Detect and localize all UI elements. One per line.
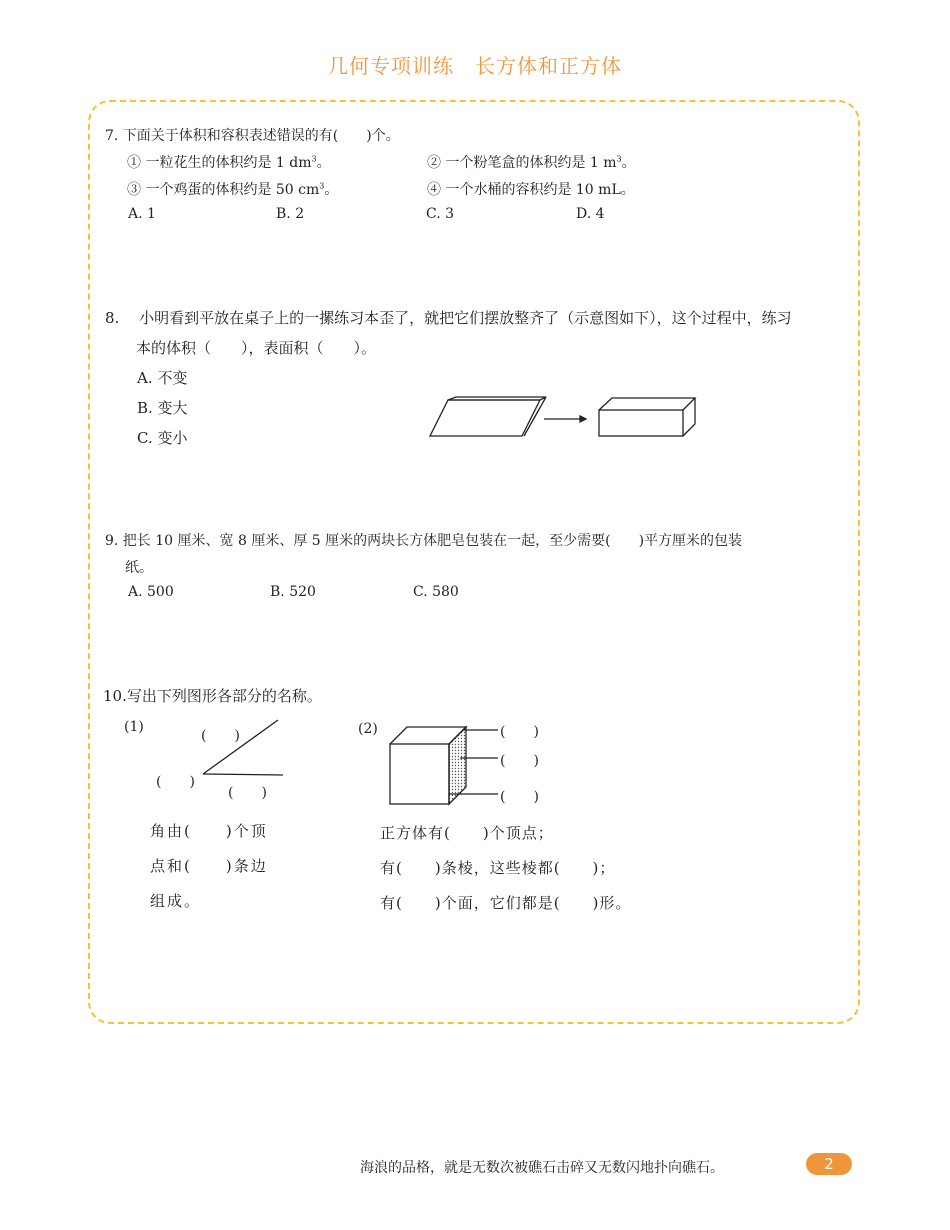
cube-blank-2[interactable]: ( )	[500, 753, 539, 769]
q7-option-c[interactable]: C. 3	[426, 206, 455, 222]
q10-part1-line3: 组成。	[150, 892, 202, 910]
angle-ray-upper	[203, 720, 278, 774]
q10-part1-label: (1)	[124, 719, 144, 735]
q9-option-a[interactable]: A. 500	[128, 584, 174, 600]
question-frame	[88, 100, 860, 1024]
q8-stem-line2: 本的体积（ ），表面积（ ）。	[136, 339, 377, 357]
q8-stem-line1: 8. 小明看到平放在桌子上的一摞练习本歪了，就把它们摆放整齐了（示意图如下），这个过程中，练习	[105, 309, 792, 327]
q10-part2-line2: 有( )条棱，这些棱都( )；	[380, 859, 616, 877]
cube-diagram	[388, 722, 498, 812]
q7-stem: 7. 下面关于体积和容积表述错误的有( )个。	[105, 128, 400, 144]
q8-option-a[interactable]: A. 不变	[137, 369, 188, 387]
q9-option-b[interactable]: B. 520	[270, 584, 316, 600]
q10-stem: 10.写出下列图形各部分的名称。	[103, 687, 322, 705]
angle-ray-lower	[203, 774, 283, 775]
page-number-badge: 2	[806, 1153, 852, 1175]
q7-statement-3: ③ 一个鸡蛋的体积约是 50 $cm^3$。	[127, 181, 339, 198]
q10-part1-line1: 角由( )个顶	[150, 822, 268, 840]
cube-front-face	[390, 744, 449, 804]
q9-stem-line1: 9. 把长 10 厘米、宽 8 厘米、厚 5 厘米的两块长方体肥皂包装在一起，至少需要( )平方厘米的包装	[105, 533, 743, 549]
q8-option-c[interactable]: C. 变小	[137, 429, 188, 447]
q9-stem-line2: 纸。	[125, 560, 153, 576]
slanted-stack-front	[430, 400, 540, 436]
footer-quote: 海浪的品格，就是无数次被礁石击碎又无数闪地扑向礁石。	[360, 1160, 724, 1176]
q7-statement-1: ① 一粒花生的体积约是 1 $dm^3$。	[127, 154, 331, 171]
q7-option-d[interactable]: D. 4	[576, 206, 605, 222]
page-title: 几何专项训练 长方体和正方体	[328, 54, 622, 78]
q8-option-b[interactable]: B. 变大	[137, 399, 188, 417]
q9-option-c[interactable]: C. 580	[413, 584, 459, 600]
cube-blank-3[interactable]: ( )	[500, 789, 539, 805]
q10-part2-line3: 有( )个面，它们都是( )形。	[380, 894, 632, 912]
cube-side-face	[449, 727, 466, 804]
q10-part2-line1: 正方体有( )个顶点；	[380, 824, 554, 842]
q7-statement-4: ④ 一个水桶的容积约是 10 mL。	[427, 182, 635, 198]
neat-stack-top	[599, 398, 695, 410]
angle-blank-side[interactable]: ( )	[201, 728, 240, 744]
q7-statement-2: ② 一个粉笔盒的体积约是 1 $m^3$。	[427, 154, 636, 171]
q7-option-a[interactable]: A. 1	[128, 206, 156, 222]
angle-diagram	[200, 718, 290, 778]
q10-part1-line2: 点和( )条边	[150, 857, 268, 875]
arrow-head	[580, 416, 586, 422]
q7-option-b[interactable]: B. 2	[276, 206, 305, 222]
angle-blank-vertex[interactable]: ( )	[156, 774, 195, 790]
angle-blank-base[interactable]: ( )	[228, 785, 267, 801]
neat-stack-front	[599, 410, 683, 436]
q8-diagram	[428, 394, 698, 444]
q10-part2-label: (2)	[358, 721, 378, 737]
cube-blank-1[interactable]: ( )	[500, 724, 539, 740]
